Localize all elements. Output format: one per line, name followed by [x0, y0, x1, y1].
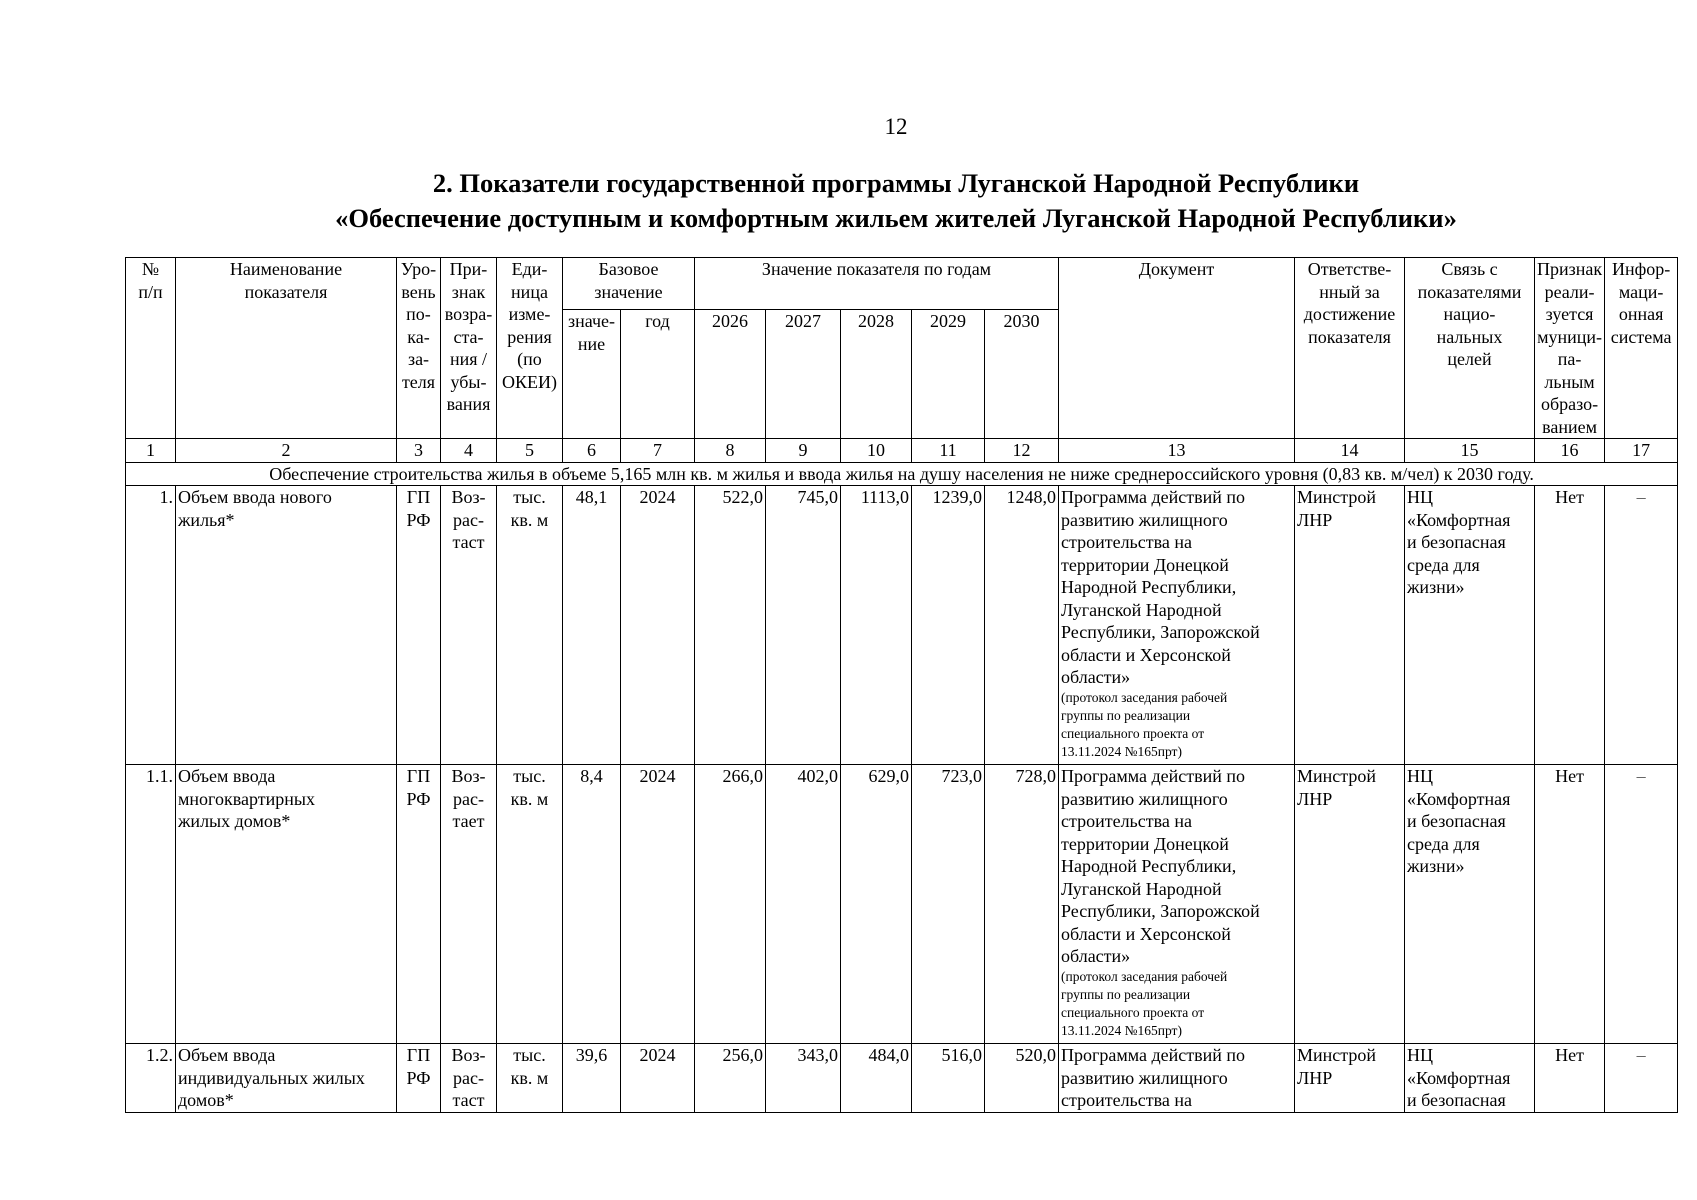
municipal-flag: Нет — [1535, 765, 1605, 1044]
base-value: 39,6 — [563, 1044, 621, 1113]
value-2028: 1113,0 — [841, 486, 912, 765]
value-2027: 343,0 — [766, 1044, 841, 1113]
document-note: (протокол заседания рабочей группы по реализации специального проекта от 13.11.2024 №165прт) — [1061, 968, 1228, 1038]
goal-row — [126, 462, 1678, 486]
header-year-2026: 2026 — [695, 310, 766, 439]
indicators-table — [125, 257, 1678, 1113]
indicator-sign: Воз- рас- таст — [441, 1044, 497, 1113]
base-year: 2024 — [621, 486, 695, 765]
table-row — [126, 765, 1678, 1044]
value-2028: 629,0 — [841, 765, 912, 1044]
base-year: 2024 — [621, 765, 695, 1044]
column-number: 9 — [766, 439, 841, 463]
value-2026: 256,0 — [695, 1044, 766, 1113]
base-year: 2024 — [621, 1044, 695, 1113]
responsible: Минстрой ЛНР — [1295, 486, 1405, 765]
header-info-system: Инфор- маци- онная система — [1605, 258, 1678, 439]
header-name: Наименование показателя — [176, 258, 397, 439]
indicator-unit: тыс. кв. м — [497, 765, 563, 1044]
document-text: Программа действий по развитию жилищного строительства на территории Донецкой Народной Республики, Луганской Народной Республики, Запорожской области и Херсонской области» — [1061, 766, 1260, 966]
indicator-level: ГП РФ — [397, 486, 441, 765]
value-2026: 266,0 — [695, 765, 766, 1044]
value-2030: 728,0 — [985, 765, 1059, 1044]
responsible: Минстрой ЛНР — [1295, 1044, 1405, 1113]
header-document: Документ — [1059, 258, 1295, 439]
indicator-unit: тыс. кв. м — [497, 1044, 563, 1113]
column-number: 11 — [912, 439, 985, 463]
header-base-value: значе- ние — [563, 310, 621, 439]
document-text: Программа действий по развитию жилищного строительства на территории Донецкой Народной Республики, Луганской Народной Республики, Запорожской области и Херсонской области» — [1061, 487, 1260, 687]
header-no: № п/п — [126, 258, 176, 439]
column-number: 8 — [695, 439, 766, 463]
info-system: – — [1605, 486, 1678, 765]
municipal-flag: Нет — [1535, 486, 1605, 765]
column-number: 15 — [1405, 439, 1535, 463]
column-number: 17 — [1605, 439, 1678, 463]
indicator-unit: тыс. кв. м — [497, 486, 563, 765]
info-system: – — [1605, 1044, 1678, 1113]
column-number: 10 — [841, 439, 912, 463]
value-2030: 1248,0 — [985, 486, 1059, 765]
column-number: 16 — [1535, 439, 1605, 463]
table-row — [126, 1044, 1678, 1113]
value-2027: 745,0 — [766, 486, 841, 765]
indicator-sign: Воз- рас- тает — [441, 765, 497, 1044]
column-number: 1 — [126, 439, 176, 463]
document-cell — [1059, 1044, 1295, 1113]
column-number: 6 — [563, 439, 621, 463]
value-2027: 402,0 — [766, 765, 841, 1044]
goal-text: Обеспечение строительства жилья в объеме 5,165 млн кв. м жилья и ввода жилья на душу населения не ниже среднероссийского уровня (0,83 кв. м/чел) к 2030 году. — [126, 462, 1678, 486]
document-note: (протокол заседания рабочей группы по реализации специального проекта от 13.11.2024 №165прт) — [1061, 689, 1228, 759]
column-number: 12 — [985, 439, 1059, 463]
page-title — [0, 166, 1697, 236]
column-number: 4 — [441, 439, 497, 463]
title-line-1: 2. Показатели государственной программы Луганской Народной Республики — [432, 168, 1360, 198]
indicator-level: ГП РФ — [397, 1044, 441, 1113]
value-2029: 723,0 — [912, 765, 985, 1044]
column-number-row — [126, 439, 1678, 463]
header-base-year: год — [621, 310, 695, 439]
header-year-2027: 2027 — [766, 310, 841, 439]
responsible: Минстрой ЛНР — [1295, 765, 1405, 1044]
row-number: 1.2. — [126, 1044, 176, 1113]
column-number: 7 — [621, 439, 695, 463]
header-unit: Еди- ница изме- рения (по ОКЕИ) — [497, 258, 563, 439]
header-year-2029: 2029 — [912, 310, 985, 439]
indicator-name: Объем ввода многоквартирных жилых домов* — [176, 765, 397, 1044]
header-year-2028: 2028 — [841, 310, 912, 439]
document-text: Программа действий по развитию жилищного строительства на — [1061, 1045, 1246, 1110]
document-cell — [1059, 486, 1295, 765]
title-line-2: «Обеспечение доступным и комфортным жильем жителей Луганской Народной Республики» — [335, 203, 1457, 233]
value-2026: 522,0 — [695, 486, 766, 765]
header-municipal: Признак реали- зуется муници- па- льным образо- ванием — [1535, 258, 1605, 439]
row-number: 1. — [126, 486, 176, 765]
header-base: Базовое значение — [563, 258, 695, 310]
header-responsible: Ответстве- нный за достижение показателя — [1295, 258, 1405, 439]
national-goal-link: НЦ «Комфортная и безопасная — [1405, 1044, 1535, 1113]
header-level: Уро- вень по- ка- за- теля — [397, 258, 441, 439]
indicator-sign: Воз- рас- таст — [441, 486, 497, 765]
national-goal-link: НЦ «Комфортная и безопасная среда для жизни» — [1405, 765, 1535, 1044]
value-2028: 484,0 — [841, 1044, 912, 1113]
municipal-flag: Нет — [1535, 1044, 1605, 1113]
column-number: 3 — [397, 439, 441, 463]
indicator-name: Объем ввода нового жилья* — [176, 486, 397, 765]
info-system: – — [1605, 765, 1678, 1044]
value-2029: 1239,0 — [912, 486, 985, 765]
indicator-name: Объем ввода индивидуальных жилых домов* — [176, 1044, 397, 1113]
header-sign: При- знак возра- ста- ния / убы- вания — [441, 258, 497, 439]
header-row-1 — [126, 258, 1678, 310]
national-goal-link: НЦ «Комфортная и безопасная среда для жизни» — [1405, 486, 1535, 765]
header-values-by-year: Значение показателя по годам — [695, 258, 1059, 310]
table-row — [126, 486, 1678, 765]
column-number: 13 — [1059, 439, 1295, 463]
base-value: 48,1 — [563, 486, 621, 765]
row-number: 1.1. — [126, 765, 176, 1044]
column-number: 14 — [1295, 439, 1405, 463]
value-2030: 520,0 — [985, 1044, 1059, 1113]
document-cell — [1059, 765, 1295, 1044]
header-year-2030: 2030 — [985, 310, 1059, 439]
indicator-level: ГП РФ — [397, 765, 441, 1044]
page-number: 12 — [884, 114, 908, 139]
column-number: 2 — [176, 439, 397, 463]
value-2029: 516,0 — [912, 1044, 985, 1113]
header-link: Связь с показателями нацио- нальных целей — [1405, 258, 1535, 439]
column-number: 5 — [497, 439, 563, 463]
base-value: 8,4 — [563, 765, 621, 1044]
